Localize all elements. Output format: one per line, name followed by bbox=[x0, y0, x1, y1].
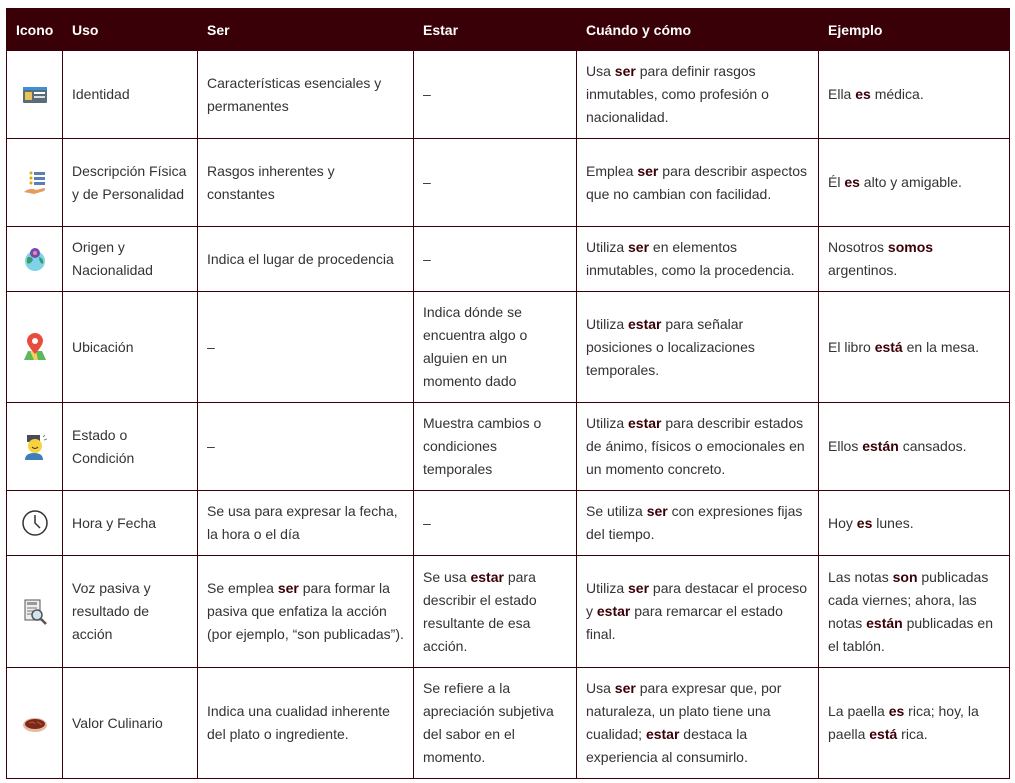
header-cuando-y-como: Cuándo y cómo bbox=[577, 9, 819, 51]
uso-cell: Descripción Física y de Personalidad bbox=[63, 139, 198, 227]
ejemplo-cell bbox=[819, 139, 1010, 227]
icon-cell bbox=[7, 227, 63, 292]
text-segment: con expresiones fijas del tiempo. bbox=[586, 503, 803, 542]
cuando-cell bbox=[577, 51, 819, 139]
text-segment: médica. bbox=[870, 86, 924, 102]
verb-highlight: están bbox=[866, 614, 903, 631]
text-segment: Hoy bbox=[828, 514, 857, 531]
uso-cell: Estado o Condición bbox=[63, 403, 198, 491]
text-segment: Utiliza bbox=[586, 415, 629, 431]
text-segment: – bbox=[423, 514, 431, 531]
text-segment: Indica dónde se encuentra algo o alguien en un momento dado bbox=[423, 304, 528, 389]
text-segment: destaca la experiencia al consumirlo. bbox=[586, 726, 748, 765]
text-segment: publicadas en el tablón. bbox=[828, 614, 994, 654]
header-icono: Icono bbox=[7, 9, 63, 51]
cuando-cell bbox=[577, 491, 819, 556]
verb-highlight: ser bbox=[637, 162, 659, 179]
ser-cell bbox=[198, 292, 414, 403]
table-row bbox=[7, 668, 1010, 779]
text-segment: para describir aspectos que no cambian con facilidad. bbox=[586, 162, 808, 202]
uso-cell: Ubicación bbox=[63, 292, 198, 403]
estar-cell bbox=[414, 491, 577, 556]
cuando-cell bbox=[577, 668, 819, 779]
map-pin-icon bbox=[22, 338, 48, 354]
text-segment: Él bbox=[828, 174, 845, 190]
estar-cell bbox=[414, 403, 577, 491]
text-segment: Se emplea bbox=[207, 580, 278, 596]
icon-cell bbox=[7, 491, 63, 556]
estar-cell bbox=[414, 227, 577, 292]
ser-cell bbox=[198, 491, 414, 556]
id-card-icon bbox=[22, 86, 48, 102]
table-row bbox=[7, 403, 1010, 491]
ser-cell bbox=[198, 139, 414, 227]
ejemplo-cell bbox=[819, 227, 1010, 292]
text-segment: Usa bbox=[586, 680, 615, 696]
header-row bbox=[7, 9, 1010, 51]
ejemplo-cell bbox=[819, 668, 1010, 779]
hand-list-icon bbox=[22, 173, 48, 189]
ser-cell bbox=[198, 556, 414, 668]
icon-cell bbox=[7, 403, 63, 491]
cuando-cell bbox=[577, 556, 819, 668]
text-segment: Se refiere a la apreciación subjetiva del sabor en el momento. bbox=[423, 680, 554, 765]
estar-cell bbox=[414, 292, 577, 403]
text-segment: – bbox=[423, 86, 431, 102]
text-segment: para expresar que, por naturaleza, un plato tiene una cualidad; bbox=[586, 680, 782, 742]
table-row bbox=[7, 491, 1010, 556]
text-segment: Se usa para expresar la fecha, la hora o el día bbox=[207, 503, 398, 542]
text-segment: para definir rasgos inmutables, como profesión o nacionalidad. bbox=[586, 63, 769, 125]
estar-cell bbox=[414, 668, 577, 779]
verb-highlight: ser bbox=[628, 580, 650, 596]
verb-highlight: es bbox=[855, 86, 871, 102]
verb-highlight: es bbox=[888, 703, 905, 719]
uso-cell: Hora y Fecha bbox=[63, 491, 198, 556]
text-segment: rica; hoy, la paella bbox=[828, 703, 979, 742]
icon-cell bbox=[7, 139, 63, 227]
verb-highlight: está bbox=[874, 338, 903, 355]
text-segment: Emplea bbox=[586, 162, 638, 179]
table-row bbox=[7, 227, 1010, 292]
text-segment: para describir el estado resultante de esa acción. bbox=[423, 568, 537, 654]
verb-highlight: ser bbox=[646, 503, 668, 519]
ejemplo-cell bbox=[819, 556, 1010, 668]
text-segment: para formar la pasiva que enfatiza la acción (por ejemplo, “son publicadas”). bbox=[207, 580, 404, 642]
text-segment: – bbox=[207, 438, 215, 454]
text-segment: Ellos bbox=[828, 438, 863, 454]
estar-cell bbox=[414, 556, 577, 668]
text-segment: La paella bbox=[828, 703, 889, 719]
uso-cell: Valor Culinario bbox=[63, 668, 198, 779]
cuando-cell bbox=[577, 139, 819, 227]
text-segment: Indica una cualidad inherente del plato o ingrediente. bbox=[207, 703, 390, 742]
text-segment: Se usa bbox=[423, 568, 471, 585]
text-segment: Se utiliza bbox=[586, 503, 647, 519]
text-segment: alto y amigable. bbox=[859, 174, 962, 190]
ejemplo-cell bbox=[819, 51, 1010, 139]
text-segment: publicadas cada viernes; ahora, las notas bbox=[828, 568, 989, 631]
text-segment: Características esenciales y permanentes bbox=[207, 74, 382, 114]
cuando-cell bbox=[577, 403, 819, 491]
header-ser: Ser bbox=[198, 9, 414, 51]
text-segment: lunes. bbox=[872, 514, 914, 531]
ejemplo-cell bbox=[819, 491, 1010, 556]
icon-cell bbox=[7, 51, 63, 139]
verb-highlight: están bbox=[862, 438, 899, 454]
header-ejemplo: Ejemplo bbox=[819, 9, 1010, 51]
text-segment: – bbox=[423, 174, 431, 190]
ser-cell bbox=[198, 227, 414, 292]
table-row bbox=[7, 139, 1010, 227]
text-segment: Rasgos inherentes y constantes bbox=[207, 162, 335, 202]
verb-highlight: estar bbox=[596, 603, 631, 619]
uso-cell: Origen y Nacionalidad bbox=[63, 227, 198, 292]
verb-highlight: ser bbox=[628, 239, 650, 255]
verb-highlight: es bbox=[844, 174, 860, 190]
text-segment: Usa bbox=[586, 63, 615, 79]
text-segment: El libro bbox=[828, 338, 875, 355]
text-segment: para describir estados de ánimo, físicos o emocionales en un momento concreto. bbox=[586, 415, 805, 477]
ser-estar-table bbox=[6, 8, 1010, 779]
verb-highlight: son bbox=[892, 568, 918, 585]
text-segment: para señalar posiciones o localizaciones temporales. bbox=[586, 315, 755, 378]
text-segment: Indica el lugar de procedencia bbox=[207, 250, 394, 267]
text-segment: cansados. bbox=[898, 438, 967, 454]
ejemplo-cell bbox=[819, 292, 1010, 403]
text-segment: Nosotros bbox=[828, 239, 888, 255]
text-segment: Muestra cambios o condiciones temporales bbox=[423, 415, 542, 477]
cuando-cell bbox=[577, 292, 819, 403]
table-row bbox=[7, 292, 1010, 403]
table-row bbox=[7, 556, 1010, 668]
ejemplo-cell bbox=[819, 403, 1010, 491]
verb-highlight: ser bbox=[614, 63, 636, 79]
text-segment: en elementos inmutables, como la procedencia. bbox=[586, 239, 795, 278]
steak-icon bbox=[21, 715, 49, 731]
verb-highlight: es bbox=[856, 514, 873, 531]
text-segment: Ella bbox=[828, 86, 856, 102]
text-segment: para destacar el proceso y bbox=[586, 580, 808, 619]
verb-highlight: ser bbox=[614, 680, 636, 696]
text-segment: argentinos. bbox=[828, 262, 898, 278]
text-segment: Utiliza bbox=[586, 315, 629, 332]
verb-highlight: estar bbox=[628, 315, 662, 332]
icon-cell bbox=[7, 668, 63, 779]
text-segment: Utiliza bbox=[586, 239, 629, 255]
verb-highlight: somos bbox=[887, 239, 934, 255]
uso-cell: Voz pasiva y resultado de acción bbox=[63, 556, 198, 668]
verb-highlight: está bbox=[869, 726, 898, 742]
text-segment: rica. bbox=[897, 726, 928, 742]
text-segment: en la mesa. bbox=[902, 338, 979, 355]
cuando-cell bbox=[577, 227, 819, 292]
estar-cell bbox=[414, 139, 577, 227]
document-magnifier-icon bbox=[22, 602, 48, 618]
text-segment: Utiliza bbox=[586, 580, 629, 596]
verb-highlight: estar bbox=[628, 415, 662, 431]
verb-highlight: ser bbox=[277, 580, 299, 596]
uso-cell: Identidad bbox=[63, 51, 198, 139]
ser-cell bbox=[198, 51, 414, 139]
verb-highlight: estar bbox=[645, 726, 680, 742]
header-uso: Uso bbox=[63, 9, 198, 51]
ser-cell bbox=[198, 668, 414, 779]
globe-pin-icon bbox=[22, 250, 48, 266]
text-segment: – bbox=[423, 250, 431, 267]
icon-cell bbox=[7, 556, 63, 668]
estar-cell bbox=[414, 51, 577, 139]
table-row bbox=[7, 51, 1010, 139]
text-segment: para remarcar el estado final. bbox=[586, 603, 783, 642]
clock-icon bbox=[21, 514, 49, 530]
text-segment: Las notas bbox=[828, 568, 893, 585]
smiling-person-icon bbox=[22, 437, 48, 453]
header-estar: Estar bbox=[414, 9, 577, 51]
verb-highlight: estar bbox=[470, 568, 504, 585]
ser-cell bbox=[198, 403, 414, 491]
text-segment: – bbox=[207, 338, 215, 355]
icon-cell bbox=[7, 292, 63, 403]
